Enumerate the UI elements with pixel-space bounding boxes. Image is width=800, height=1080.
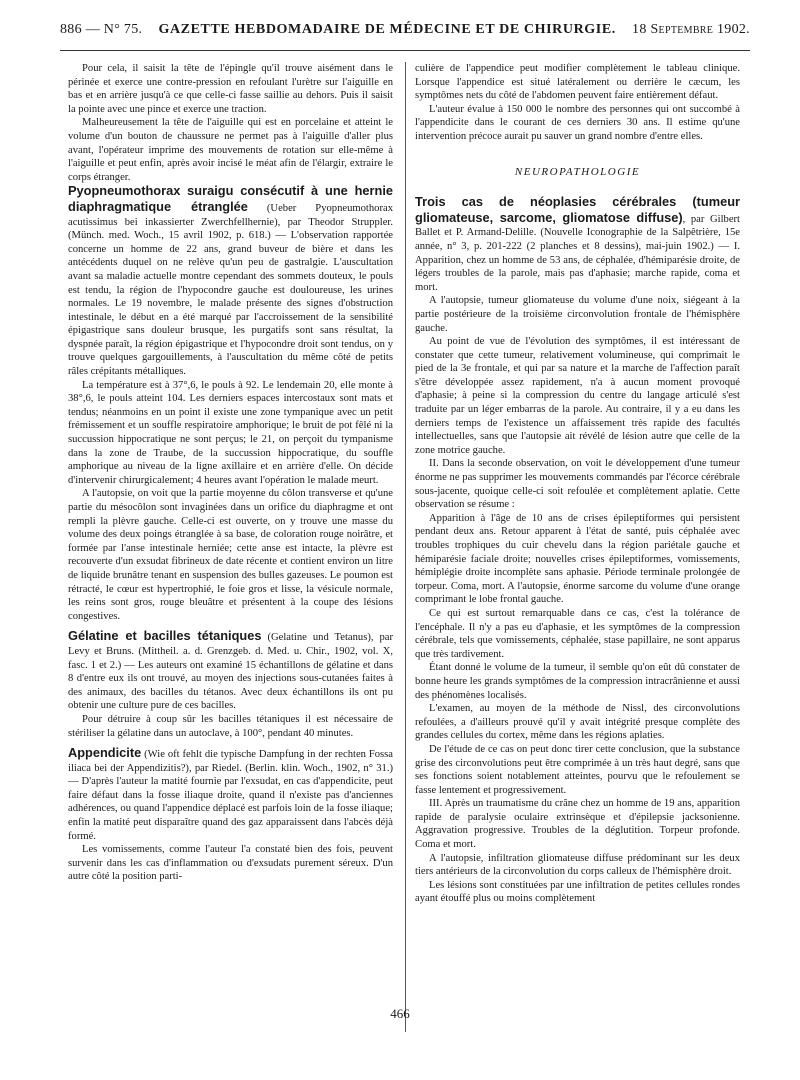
- article-title: Appendicite: [68, 745, 142, 761]
- section-heading: NEUROPATHOLOGIE: [514, 165, 641, 178]
- issue-day: 18: [632, 22, 647, 37]
- paragraph: Au point de vue de l'évolution des symptômes, il est intéressant de constater que cette tumeur, relativement volumineuse, qui comprimait le pied de la 3e frontale, et qui par sa nature et la marche de l'affection paraît s'être développée assez rapidement, n'a à aucun moment provoqué d'aphasie; à peine si la compression du centre du langage articulé s'est traduite par un léger embarras de la parole. Au contraire, il y a eu dans les derniers temps de l'existence un affaissement très rapide des facultés intellectuelles, sans que l'autopsie ait révélé de lésion autre que celle de la zone motrice gauche.: [415, 336, 740, 456]
- issue-month-year: Septembre 1902.: [650, 22, 750, 37]
- article-appendicite: [68, 746, 393, 843]
- page-number: 466: [390, 1006, 410, 1021]
- column-divider: [405, 62, 406, 1032]
- paragraph: Apparition à l'âge de 10 ans de crises épileptiformes qui persistent pendant deux ans. Retour apparent à l'état de santé, puis céphalée avec troubles trophiques du cuir chevelu dans la région pariétale gauche et hémiparésie faciale droite; nouvelles crises épileptiformes, vomissements, hémiplégie droite incomplète sans aphasie. Période terminale prolongée de torpeur. Coma, mort. A l'autopsie, énorme sarcome du volume d'une orange comprimant le lobe frontal gauche.: [415, 512, 740, 606]
- paragraph: A l'autopsie, on voit que la partie moyenne du côlon transverse et qu'une partie du mésocôlon sont invaginées dans un orifice du diaphragme et ont rempli la plèvre gauche. Celle-ci est ouverte, on y trouve une masse du volume des deux poings étranglée à sa base, de coloration rouge noirâtre, et formée par l'anse intestinale herniée; cette anse est intacte, la plèvre est recouverte d'un exsudat fibrineux de date récente et contient environ un litre de liquide brunâtre tenant en suspension des bulles gazeuses. Le poumon est rétracté, le cœur est hypertrophié, le foie gros et lisse, la vésicule normale, les reins sont gros, rouge bleuâtre et présentent à la coupe des lésions congestives.: [68, 488, 393, 622]
- paragraph: culière de l'appendice peut modifier complètement le tableau clinique. Lorsque l'appendice est situé latéralement ou derrière le cæcum, les symptômes nets du côté de l'abdomen peuvent faire entièrement défaut.: [415, 63, 740, 102]
- article-reference: (Ueber Pyopneumothorax acutissimus bei inkassierter Zwerchfellhernie), par Theodor Struppler. (Münch. med. Woch., 15 avril 1902, p. 618.) — L'observation rapportée concerne un homme de 22 ans, grand buveur de bière et dans les antécédents duquel on ne relève qu'un peu de gastralgie. L'auscultation avant sa maladie actuelle montre cependant des sommets douteux, le pouls est tendu, la région de l'hypocondre gauche est douloureuse, les urines normales. Le 19 novembre, le malade présente des signes d'obstruction intestinale, le début en a été marqué par l'accroissement de la sensibilité épigastrique sans douleur brusque, les purgatifs sont sans résultat, la dyspnée paraît, la région épigastrique et l'hypocondre droit sont tendus, on y trouve quelques gargouillements, à l'auscultation du même côté de petits râles crépitants métalliques.: [68, 202, 393, 378]
- paragraph: L'examen, au moyen de la méthode de Nissl, des circonvolutions refoulées, a d'ailleurs prouvé qu'il y avait intégrité presque complète des grandes cellules du cortex, même dans les régions aplaties.: [415, 703, 740, 742]
- paragraph: Étant donné le volume de la tumeur, il semble qu'on eût dû constater de bonne heure les grands symptômes de la compression intracrânienne et aussi des phénomènes localisés.: [415, 662, 740, 701]
- paragraph: II. Dans la seconde observation, on voit le développement d'une tumeur énorme ne pas supprimer les mouvements commandés par l'écorce cérébrale sous-jacente, quoique celle-ci soit refoulée et complètement aplatie. Cette observation se résume :: [415, 458, 740, 511]
- page-label: 886 — N° 75.: [60, 22, 143, 37]
- article-reference: , par Gilbert Ballet et P. Armand-Delille. (Nouvelle Iconographie de la Salpêtrière, 15e année, n° 3, p. 201-222 (2 planches et 8 dessins), mai-juin 1902.) — I. Apparition, chez un homme de 53 ans, de céphalée, d'hémiparésie droite, de légers troubles de la parole, mais pas d'aphasie; marche rapide, coma et mort.: [415, 213, 740, 293]
- paragraph: Malheureusement la tête de l'aiguille qui est en porcelaine et atteint le volume d'un bouton de chaussure ne permet pas à l'aiguille d'aller plus avant, l'opérateur imprime des mouvements de rotation sur elle-même à l'aiguille et peut enfin, après avoir incisé le méat afin de l'élargir, extraire le corps étranger.: [68, 117, 393, 183]
- article-title: Trois cas de néoplasies cérébrales (tumeur gliomateuse, sarcome, gliomatose diffuse): [415, 194, 740, 225]
- left-column: [68, 62, 393, 884]
- paragraph: A l'autopsie, infiltration gliomateuse diffuse prédominant sur les deux tiers antérieurs de la circonvolution du corps calleux de l'hémisphère droit.: [415, 852, 740, 878]
- paragraph: Pour détruire à coup sûr les bacilles tétaniques il est nécessaire de stériliser la gélatine dans un autoclave, à 100°, pendant 40 minutes.: [68, 713, 393, 739]
- paragraph: Les vomissements, comme l'auteur l'a constaté bien des fois, peuvent survenir dans les cas d'inflammation ou d'exsudats purement séreux. D'un autre côté la position parti-: [68, 844, 393, 883]
- paragraph: Ce qui est surtout remarquable dans ce cas, c'est la tolérance de l'encéphale. Il n'y a pas eu d'aphasie, et les symptômes de la compression cérébrale, tels que vomissements, céphalée, stase papillaire, ne sont apparus que très tardivement.: [415, 607, 740, 660]
- paragraph: De l'étude de ce cas on peut donc tirer cette conclusion, que la substance grise des circonvolutions peut être comprimée à un très haut degré, sans que ses fonctions soient notablement atteintes, pourvu que le refoulement se fasse lentement et progressivement.: [415, 743, 740, 796]
- article-reference: (Gelatine und Tetanus), par Levy et Bruns. (Mittheil. a. d. Grenzgeb. d. Med. u. Chir., 1902, vol. X, fasc. 1 et 2.) — Les auteurs ont examiné 15 échantillons de gélatine et dans 8 d'entre eux ils ont trouvé, au moyen des injections sous-cutanées faites à des animaux, des bacilles du tétanos. Avec deux échantillons ils ont pu obtenir une culture pure de ces bacilles.: [68, 632, 393, 712]
- running-header: [60, 22, 750, 51]
- paragraph: Pour cela, il saisit la tête de l'épingle qu'il trouve aisément dans le périnée et exerce une contre-pression en refoulant l'urètre sur l'aiguille en bas et en arrière jusqu'à ce que celle-ci fasse saillie au dehors. Puis il saisit la pointe avec une pince et exerce une traction.: [68, 63, 393, 115]
- paragraph: La température est à 37°,6, le pouls à 92. Le lendemain 20, elle monte à 38°,6, le pouls atteint 104. Les derniers espaces intercostaux sont mats et tendus; néanmoins en un point il existe une zone tympanique avec un petit frémissement et un souffle respiratoire amphorique; le bruit de pot fêlé ni la succussion hippocratique ne sont perçus; le 21, on perçoit du tympanisme dans la zone de Traube, de la succussion hippocratique, du souffle amphorique au niveau de la ligne axillaire et en arrière d'elle. On décide d'intervenir chirurgicalement; 4 heures avant l'opération le malade meurt.: [68, 379, 393, 486]
- issue-date: [632, 22, 750, 38]
- paragraph: L'auteur évalue à 150 000 le nombre des personnes qui ont succombé à l'appendicite dans le courant de ces derniers 30 ans. Il estime qu'une intervention précoce aurait pu sauver un grand nombre d'entre elles.: [415, 103, 740, 142]
- paragraph: Les lésions sont constituées par une infiltration de petites cellules rondes ayant étouffé plus ou moins complètement: [415, 879, 740, 905]
- article-neoplasies: [415, 195, 740, 294]
- article-title: Gélatine et bacilles tétaniques: [68, 628, 262, 644]
- article-gelatine: [68, 629, 393, 713]
- paragraph: III. Après un traumatisme du crâne chez un homme de 19 ans, apparition rapide de paralysie oculaire extrinsèque et d'épilepsie jacksonienne. Aggravation progressive. Troubles de la déglutition. Torpeur profonde. Coma et mort.: [415, 798, 740, 851]
- right-column: [415, 62, 740, 906]
- article-title: Pyopneumothorax suraigu consécutif à une hernie diaphragmatique étranglée: [68, 183, 393, 214]
- journal-title: GAZETTE HEBDOMADAIRE DE MÉDECINE ET DE CHIRURGIE.: [158, 22, 616, 37]
- paragraph: A l'autopsie, tumeur gliomateuse du volume d'une noix, siégeant à la partie postérieure de la troisième circonvolution frontale de l'hémisphère gauche.: [415, 295, 740, 334]
- article-pyopneumothorax: [68, 184, 393, 378]
- article-reference: (Wie oft fehlt die typische Dampfung in der rechten Fossa iliaca bei der Appendizitis?), par Riedel. (Berlin. klin. Woch., 1902, n° 31.) — D'après l'auteur la matité fournie par l'exsudat, en cas d'appendicite, peut faire défaut dans la fosse iliaque droite, quand il n'existe pas d'anciennes adhérences, ou quand l'appendice déplacé est parfois loin de la fosse iliaque; enfin la matité peut disparaître quand des gaz apparaissent dans l'abcès déjà formé.: [68, 749, 393, 842]
